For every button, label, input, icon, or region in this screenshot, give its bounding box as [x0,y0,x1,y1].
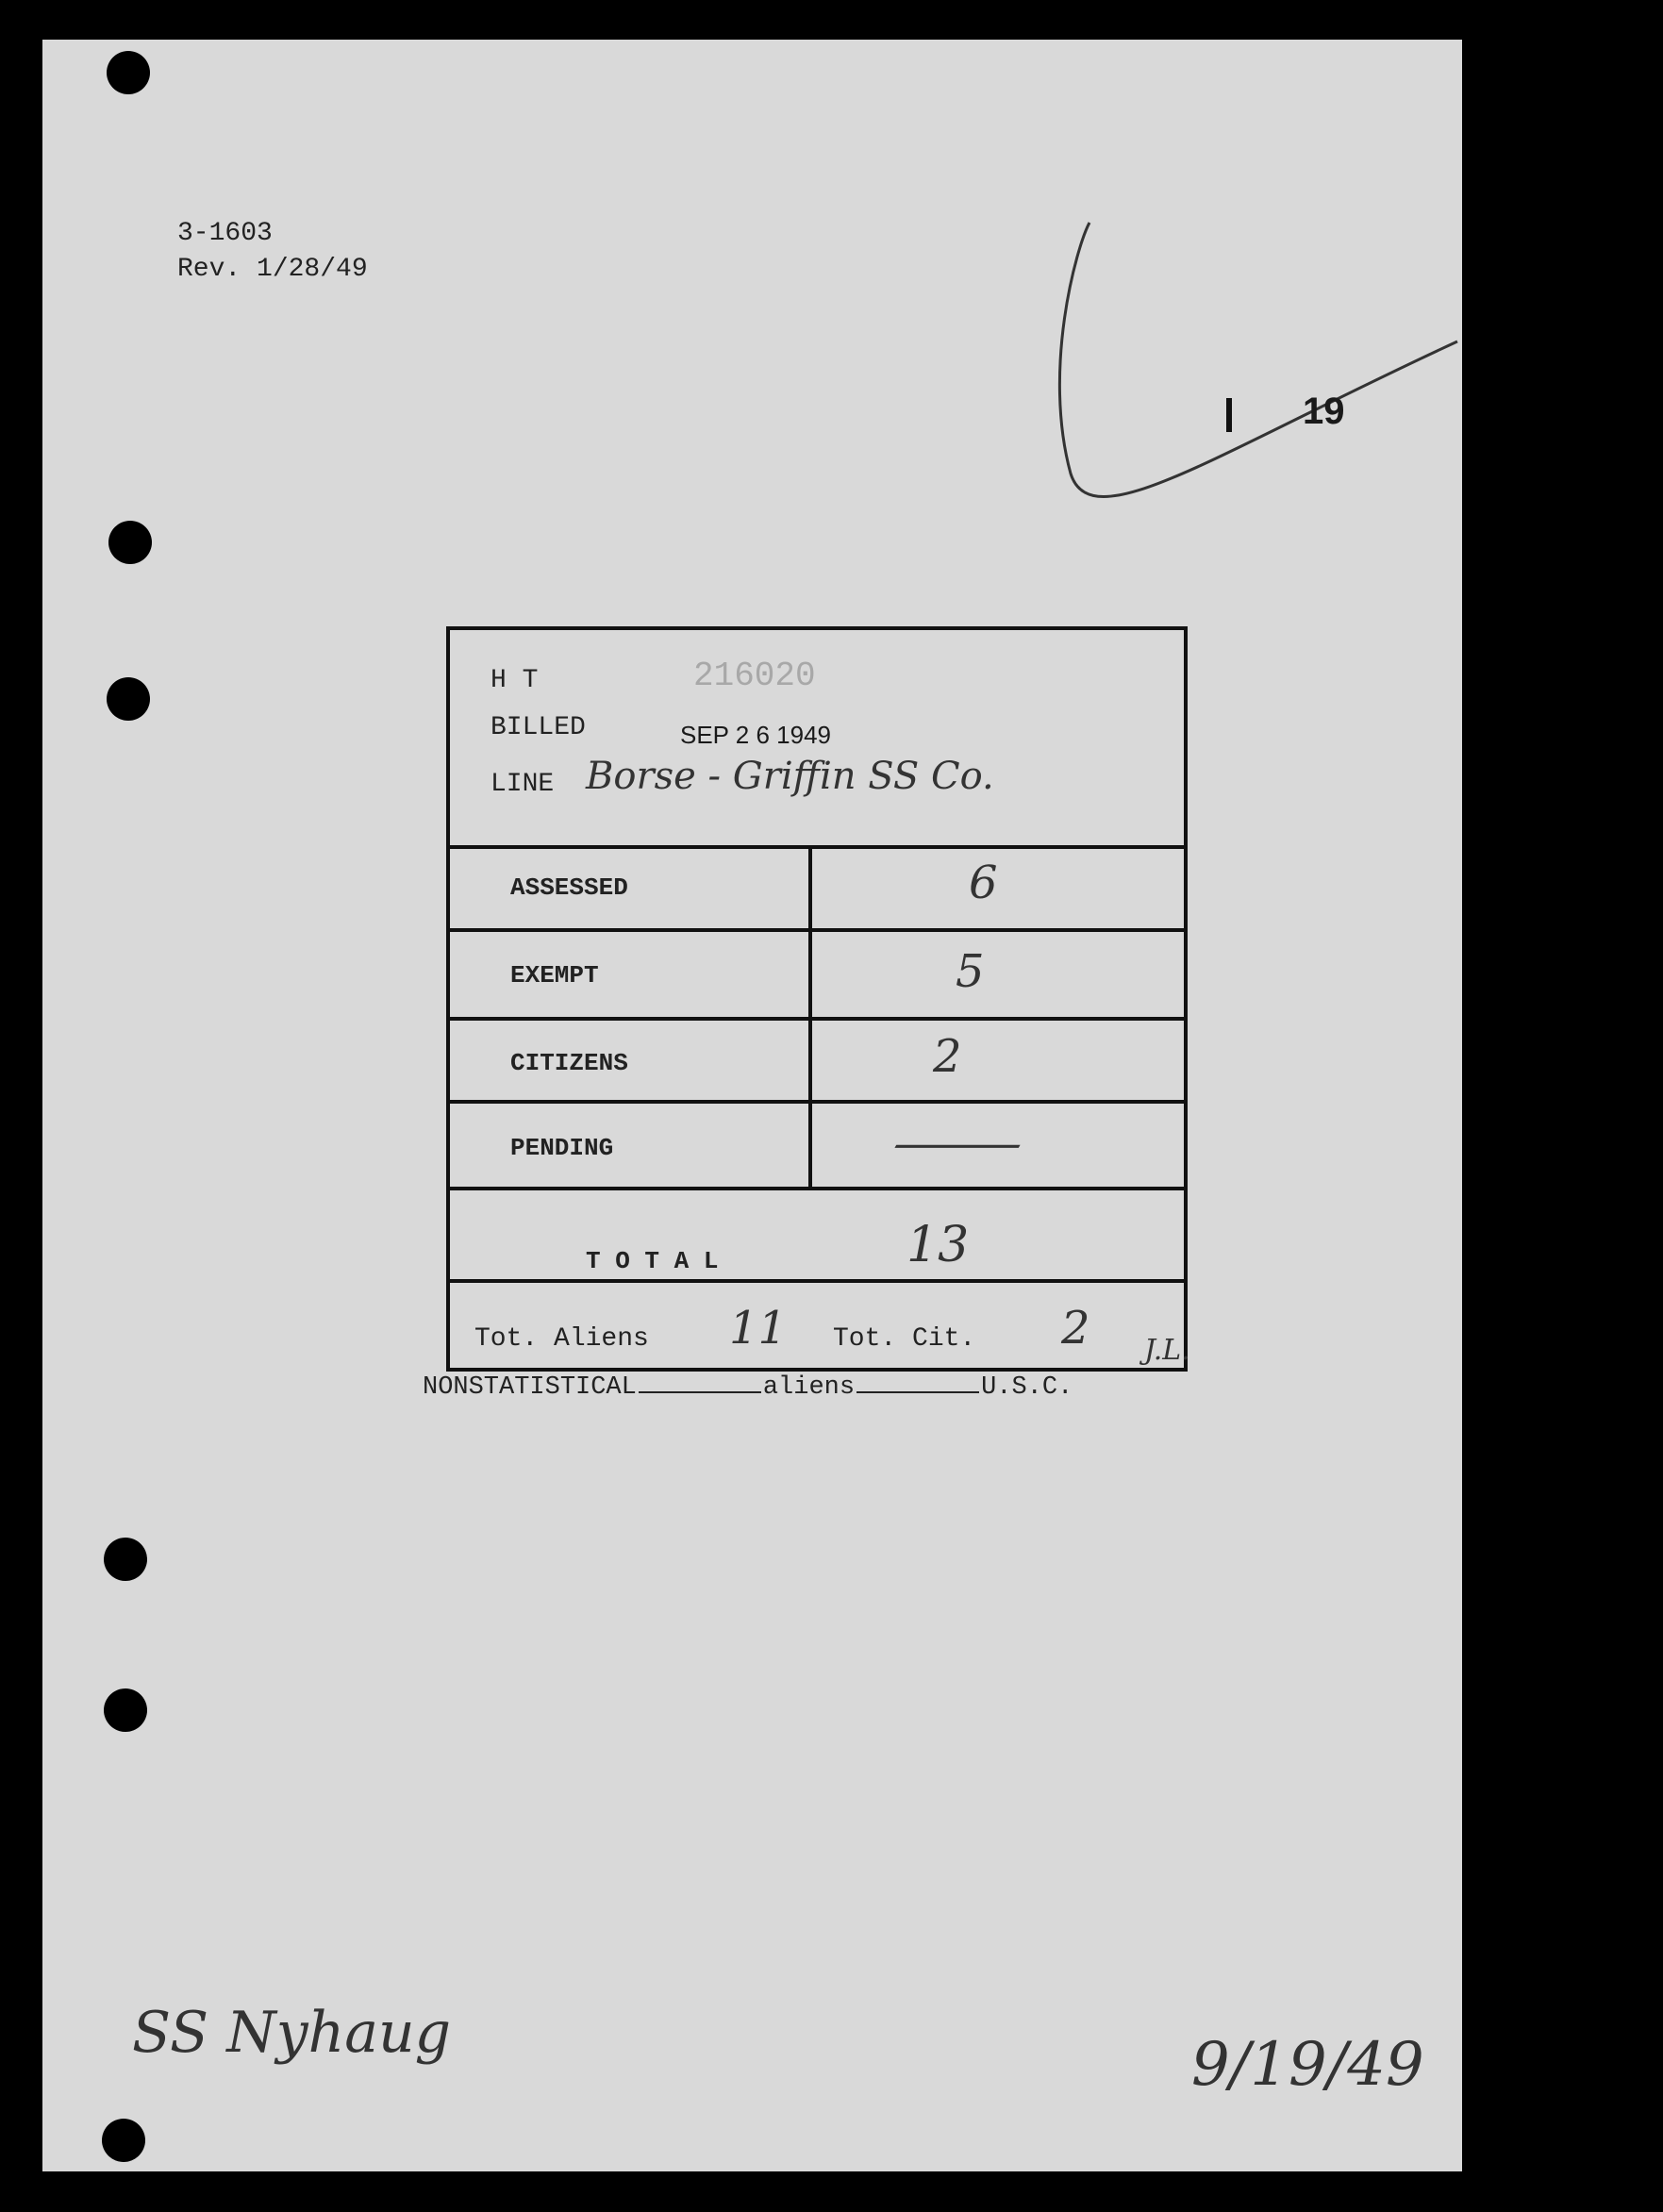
row-label-pending: PENDING [510,1134,614,1162]
page-number: 19 [1303,391,1345,432]
punch-hole [107,677,150,721]
row-value-pending: — [890,1117,1025,1170]
tot-aliens-value: 11 [729,1302,788,1355]
tot-cit-value: 2 [1061,1302,1090,1355]
punch-hole [104,1538,147,1581]
billing-form [446,626,1186,1370]
corner-mark [1226,398,1232,432]
row-value-exempt: 5 [956,945,985,998]
line-value-handwritten: Borse - Griffin SS Co. [586,755,994,798]
usc-label: U.S.C. [981,1373,1073,1402]
divider [446,1279,1184,1283]
check-mark-icon [986,181,1514,540]
punch-hole [108,521,152,564]
punch-hole [107,51,150,94]
divider [446,928,1184,932]
row-value-assessed: 6 [969,857,998,909]
divider [446,1187,1184,1190]
date-handwritten: 9/19/49 [1191,2030,1424,2100]
billed-label: BILLED [491,713,586,742]
form-revision: Rev. 1/28/49 [177,255,368,284]
nonstatistical-line [423,1373,1073,1402]
blank-line [856,1391,979,1393]
row-value-citizens: 2 [933,1030,962,1083]
document-page [42,40,1462,2171]
blank-line [639,1391,761,1393]
row-label-citizens: CITIZENS [510,1049,628,1077]
form-number: 3-1603 [177,219,273,248]
nonstatistical-label: NONSTATISTICAL [423,1373,637,1402]
billed-date-stamp: SEP 2 6 1949 [680,721,831,749]
line-label: LINE [491,770,555,799]
column-divider [808,845,812,1189]
row-label-exempt: EXEMPT [510,961,599,990]
divider [446,1017,1184,1021]
tot-aliens-label: Tot. Aliens [474,1324,649,1354]
punch-hole [104,1688,147,1732]
total-value: 13 [906,1217,970,1273]
divider [446,845,1184,849]
tot-cit-label: Tot. Cit. [833,1324,976,1354]
punch-hole [102,2119,145,2162]
row-label-assessed: ASSESSED [510,873,628,902]
ht-label: H T [491,666,539,695]
stamp-number: 216020 [693,657,816,695]
total-label: T O T A L [586,1247,719,1275]
divider [446,1100,1184,1104]
ship-name-handwritten: SS Nyhaug [132,2000,452,2066]
aliens-label: aliens [762,1373,856,1402]
initials-handwritten: J.L. [1144,1334,1190,1367]
